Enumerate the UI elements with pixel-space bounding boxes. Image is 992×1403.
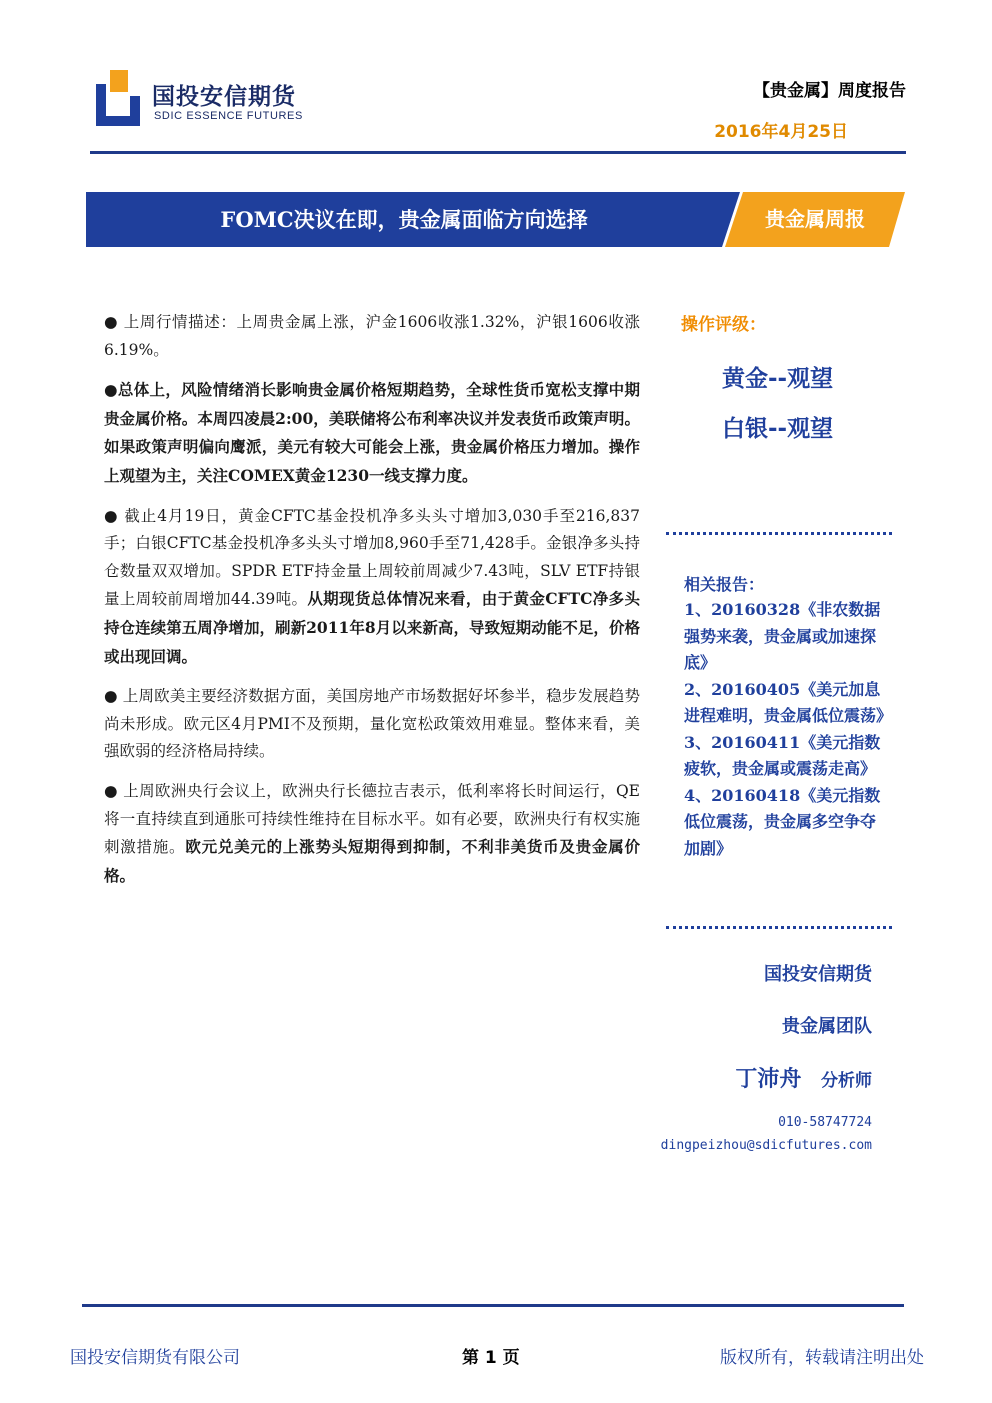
report-type: 【贵金属】周度报告 bbox=[753, 81, 906, 101]
page-number: 第 1 页 bbox=[462, 1348, 520, 1368]
paragraph-market-review: ● 上周行情描述：上周贵金属上涨，沪金1606收涨1.32%，沪银1606收涨6.19%。 bbox=[104, 313, 640, 359]
paragraph-positions bbox=[104, 503, 640, 672]
main-content bbox=[104, 309, 640, 902]
analyst-info bbox=[735, 1062, 872, 1093]
related-report-item[interactable]: 4、20160418《美元指数低位震荡，贵金属多空争夺加剧》 bbox=[684, 785, 881, 858]
report-category: 贵金属周报 bbox=[765, 207, 865, 231]
ecb-bold-text: 欧元兑美元的上涨势头短期得到抑制，不利非美货币及贵金属价格。 bbox=[104, 837, 640, 885]
rating-title: 操作评级： bbox=[681, 315, 766, 335]
related-report-item[interactable]: 1、20160328《非农数据强势来袭，贵金属或加速探底》 bbox=[684, 600, 881, 672]
related-report-item[interactable]: 2、20160405《美元加息进程难明，贵金属低位震荡》 bbox=[684, 679, 893, 725]
logo-text-cn: 国投安信期货 bbox=[152, 84, 296, 110]
logo-text-en: SDIC ESSENCE FUTURES bbox=[154, 110, 303, 122]
paragraph-ecb bbox=[104, 778, 640, 890]
rating-gold: 黄金--观望 bbox=[722, 366, 834, 392]
paragraph-summary bbox=[104, 376, 640, 490]
related-reports-title: 相关报告： bbox=[684, 575, 765, 594]
analyst-email[interactable]: dingpeizhou@sdicfutures.com bbox=[660, 1138, 872, 1153]
analyst-name: 丁沛舟 bbox=[735, 1067, 802, 1092]
analyst-phone: 010-58747724 bbox=[778, 1115, 872, 1130]
related-report-item[interactable]: 3、20160411《美元指数疲软，贵金属或震荡走高》 bbox=[684, 732, 881, 778]
rating-silver: 白银--观望 bbox=[722, 416, 834, 442]
sidebar-company: 国投安信期货 bbox=[764, 964, 872, 985]
analyst-role: 分析师 bbox=[821, 1071, 872, 1091]
sidebar-divider-2 bbox=[666, 926, 892, 929]
header-divider bbox=[90, 151, 906, 154]
report-title: FOMC决议在即，贵金属面临方向选择 bbox=[220, 207, 588, 232]
paragraph-economic-data: ● 上周欧美主要经济数据方面，美国房地产市场数据好坏参半，稳步发展趋势尚未形成。欧元区4月PMI不及预期，量化宽松政策效用难显。整体来看，美强欧弱的经济格局持续。 bbox=[104, 687, 640, 761]
related-reports-list bbox=[684, 597, 893, 862]
positions-text: ● 截止4月19日，黄金CFTC基金投机净多头头寸增加3,030手至216,837手；白银CFTC基金投机净多头头寸增加8,960手至71,428手。金银净多头持仓数量双双增加。SPDR ETF持金量上周较前周减少7.43吨，SLV ETF持银量上周较前周增加44.39吨。 bbox=[104, 506, 640, 609]
company-logo bbox=[96, 70, 316, 130]
footer-copyright: 版权所有，转载请注明出处 bbox=[720, 1348, 924, 1368]
sidebar-divider-1 bbox=[666, 532, 892, 535]
footer-company: 国投安信期货有限公司 bbox=[70, 1348, 240, 1368]
footer-divider bbox=[82, 1304, 904, 1307]
positions-bold-text: 从期现货总体情况来看，由于黄金CFTC净多头持仓连续第五周净增加，刷新2011年8月以来新高，导致短期动能不足，价格或出现回调。 bbox=[104, 589, 641, 666]
logo-mark-icon bbox=[96, 70, 140, 126]
ecb-text: ● 上周欧洲央行会议上，欧洲央行长德拉吉表示，低利率将长时间运行，QE将一直持续直到通胀可持续性维持在目标水平。如有必要，欧洲央行有权实施刺激措施。 bbox=[104, 781, 640, 857]
sidebar-team: 贵金属团队 bbox=[782, 1016, 872, 1037]
report-date: 2016年4月25日 bbox=[714, 122, 848, 142]
summary-bold-text: ●总体上，风险情绪消长影响贵金属价格短期趋势，全球性货币宽松支撑中期贵金属价格。本周四凌晨2:00，美联储将公布利率决议并发表货币政策声明。如果政策声明偏向鹰派，美元有较大可能会上涨，贵金属价格压力增加。操作上观望为主，关注COMEX黄金1230一线支撑力度。 bbox=[104, 380, 640, 485]
